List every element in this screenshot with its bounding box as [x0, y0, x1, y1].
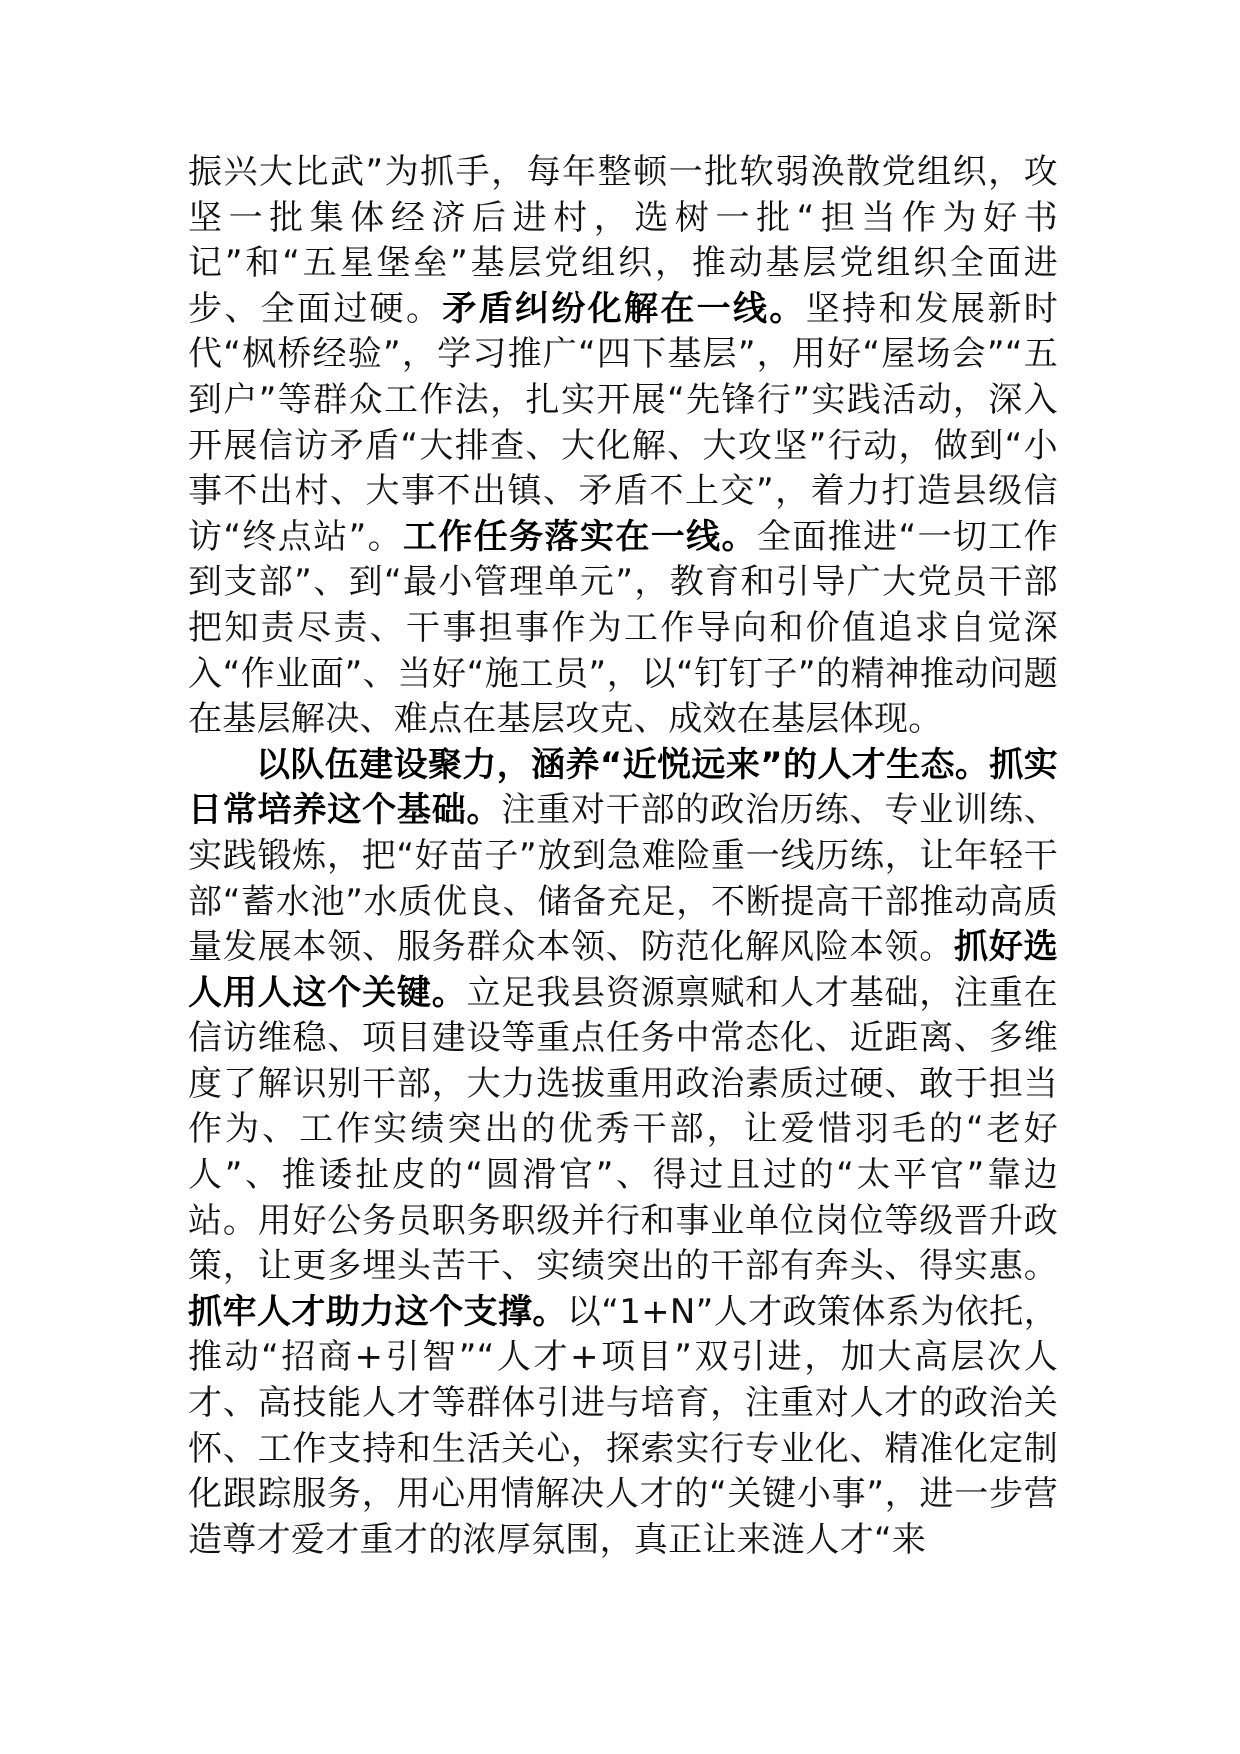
heading-run-selection: 抓好选人用人这个关键。 — [188, 927, 1058, 1013]
document-page — [188, 150, 1058, 1563]
paragraph-grassroots-frontline — [188, 150, 1058, 743]
text-run: 注重对干部的政治历练、专业训练、实践锻炼，把“好苗子”放到急难险重一线历练，让年轻干部“蓄水池”水质优良、储备充足，不断提高干部推动高质量发展本领、服务群众本领、防范化解风险本领。 — [188, 790, 1058, 968]
text-run: 振兴大比武”为抓手，每年整顿一批软弱涣散党组织，攻坚一批集体经济后进村，选树一批“担当作为好书记”和“五星堡垒”基层党组织，推动基层党组织全面进步、全面过硬。 — [188, 152, 1058, 329]
text-run: 全面推进“一切工作到支部”、到“最小管理单元”，教育和引导广大党员干部把知责尽责、干事担事作为工作导向和价值追求自觉深入“作业面”、当好“施工员”，以“钉钉子”的精神推动问题在基层解决、难点在基层攻克、成效在基层体现。 — [188, 516, 1058, 740]
heading-run-task-implementation: 工作任务落实在一线。 — [402, 516, 757, 557]
paragraph-talent-ecology — [188, 743, 1058, 1564]
heading-run-dispute-resolution: 矛盾纠纷化解在一线。 — [442, 288, 806, 329]
heading-run-team-building: 以队伍建设聚力，涵养“近悦远来”的人才生态。抓实日常培养这个基础。 — [188, 744, 1058, 831]
text-run: 坚持和发展新时代“枫桥经验”，学习推广“四下基层”，用好“屋场会”“五到户”等群众工作法，扎实开展“先锋行”实践活动，深入开展信访矛盾“大排查、大化解、大攻坚”行动，做到“小事不出村、大事不出镇、矛盾不上交”，着力打造县级信访“终点站”。 — [188, 288, 1058, 557]
heading-run-talent-support: 抓牢人才助力这个支撑。 — [188, 1291, 567, 1332]
text-run: 以“1+N”人才政策体系为依托，推动“招商+引智”“人才+项目”双引进，加大高层次人才、高技能人才等群体引进与培育，注重对人才的政治关怀、工作支持和生活关心，探索实行专业化、精准化定制化跟踪服务，用心用情解决人才的“关键小事”，进一步营造尊才爱才重才的浓厚氛围，真正让来涟人才“来 — [188, 1291, 1058, 1560]
text-run: 立足我县资源禀赋和人才基础，注重在信访维稳、项目建设等重点任务中常态化、近距离、多维度了解识别干部，大力选拔重用政治素质过硬、敢于担当作为、工作实绩突出的优秀干部，让爱惜羽毛的“老好人”、推诿扯皮的“圆滑官”、得过且过的“太平官”靠边站。用好公务员职务职级并行和事业单位岗位等级晋升政策，让更多埋头苦干、实绩突出的干部有奔头、得实惠。 — [188, 972, 1058, 1287]
